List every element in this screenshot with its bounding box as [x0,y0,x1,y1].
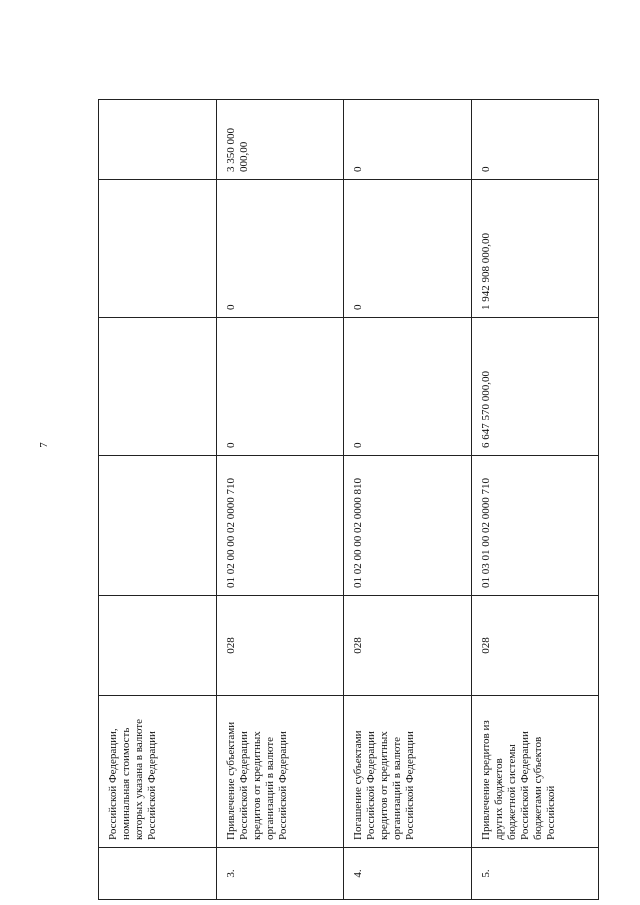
table-row [344,100,472,900]
row-value-3 [99,100,217,180]
row-number [99,848,217,900]
table-row [99,100,217,900]
row-admin-code: 028 [217,596,344,696]
row-value-2: 0 [344,180,472,318]
row-value-3: 0 [344,100,472,180]
row-admin-code: 028 [472,596,599,696]
sources-table [98,99,599,900]
row-number: 4. [344,848,472,900]
row-budget-code: 01 02 00 00 02 0000 810 [344,456,472,596]
row-number: 5. [472,848,599,900]
page-number: 7 [38,442,50,448]
row-budget-code: 01 03 01 00 02 0000 710 [472,456,599,596]
row-admin-code [99,596,217,696]
row-value-2 [99,180,217,318]
row-value-1 [99,318,217,456]
table-row [217,100,344,900]
table-row [472,100,599,900]
row-budget-code [99,456,217,596]
row-value-2: 0 [217,180,344,318]
row-budget-code: 01 02 00 00 02 0000 710 [217,456,344,596]
row-name: Погашение субъектами Российской Федерации кредитов от кредитных организаций в валюте Российской Федерации [344,696,472,848]
row-name: Привлечение кредитов из других бюджетов бюджетной системы Российской Федерации бюджетами субъектов Российской [472,696,599,848]
row-value-1: 0 [344,318,472,456]
row-value-1: 0 [217,318,344,456]
row-number: 3. [217,848,344,900]
row-name: Российской Федерации, номинальная стоимость которых указана в валюте Российской Федерации [99,696,217,848]
row-admin-code: 028 [344,596,472,696]
row-name: Привлечение субъектами Российской Федерации кредитов от кредитных организаций в валюте Российской Федерации [217,696,344,848]
row-value-3: 3 350 000 000,00 [217,100,344,180]
row-value-2: 1 942 908 000,00 [472,180,599,318]
row-value-1: 6 647 570 000,00 [472,318,599,456]
row-value-3: 0 [472,100,599,180]
sources-table-rotated [98,100,598,900]
